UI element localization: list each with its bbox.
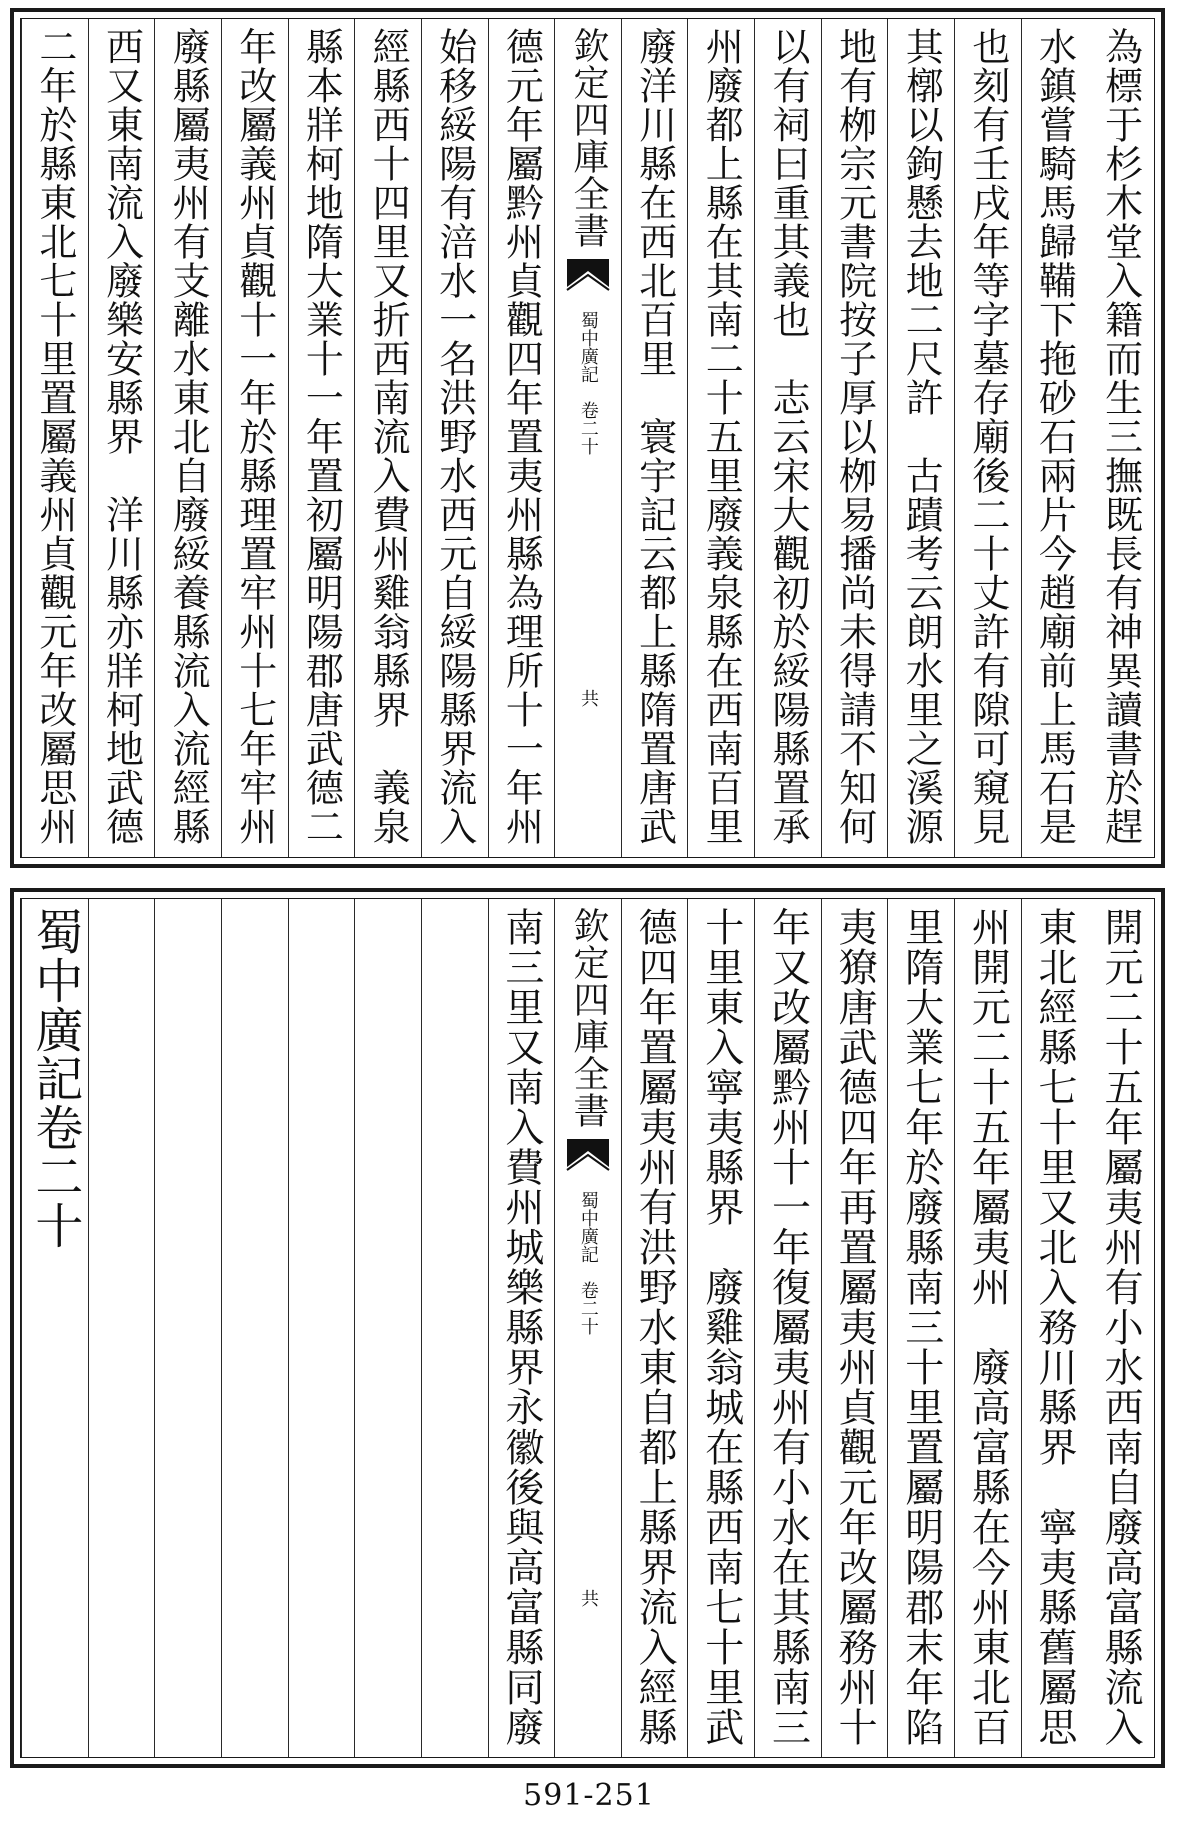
fish-tail-mark-icon bbox=[565, 1137, 611, 1171]
bottom-text-column bbox=[154, 899, 221, 1757]
bottom-text-column bbox=[621, 899, 688, 1757]
top-page bbox=[10, 8, 1165, 868]
page-number: 591-251 bbox=[523, 1778, 655, 1813]
top-text-column bbox=[488, 19, 555, 857]
bottom-text-column bbox=[354, 899, 421, 1757]
bottom-text-column bbox=[887, 899, 954, 1757]
column-text: 水鎮嘗騎馬歸鞴下拖砂石兩片今趙廟前上馬石是 bbox=[1032, 27, 1077, 846]
bottom-text-column bbox=[821, 899, 888, 1757]
bottom-text-column bbox=[288, 899, 355, 1757]
column-text: 州開元二十五年屬夷州 廢高富縣在今州東北百 bbox=[965, 907, 1011, 1747]
column-text: 年又改屬黔州十一年復屬夷州有小水在其縣南三 bbox=[765, 907, 811, 1747]
column-text: 蜀中廣記卷二十 bbox=[26, 907, 83, 1250]
folio-mark: 共 bbox=[578, 1589, 599, 1607]
collection-title: 欽定四庫全書 bbox=[568, 27, 609, 249]
column-text: 為標于杉木堂入籍而生三撫既長有神異讀書於趕 bbox=[1098, 27, 1143, 846]
column-text: 開元二十五年屬夷州有小水西南自廢高富縣流入 bbox=[1098, 907, 1144, 1747]
column-text: 南三里又南入費州城樂縣界永徽後與高富縣同廢 bbox=[498, 907, 544, 1747]
collection-title: 欽定四庫全書 bbox=[568, 907, 609, 1129]
bottom-page-frame bbox=[20, 898, 1155, 1758]
bottom-text-column bbox=[1087, 899, 1154, 1757]
top-page-frame bbox=[20, 18, 1155, 858]
bottom-text-column bbox=[88, 899, 155, 1757]
bottom-text-column bbox=[754, 899, 821, 1757]
top-center-band bbox=[554, 19, 621, 857]
column-text: 十里東入寧夷縣界 廢雞翁城在縣西南七十里武 bbox=[698, 907, 744, 1747]
top-text-column bbox=[288, 19, 355, 857]
top-text-column bbox=[354, 19, 421, 857]
column-text: 也刻有壬戌年等字墓存廟後二十丈許有隙可窺見 bbox=[965, 27, 1010, 846]
top-text-column bbox=[754, 19, 821, 857]
column-text: 廢洋川縣在西北百里 寰宇記云都上縣隋置唐武 bbox=[632, 27, 677, 846]
top-text-column bbox=[154, 19, 221, 857]
top-text-column bbox=[1021, 19, 1088, 857]
top-text-column bbox=[821, 19, 888, 857]
bottom-text-column bbox=[954, 899, 1021, 1757]
bottom-text-column bbox=[421, 899, 488, 1757]
column-text: 西又東南流入廢樂安縣界 洋川縣亦牂柯地武德 bbox=[99, 27, 144, 846]
bottom-center-band bbox=[554, 899, 621, 1757]
top-text-column bbox=[221, 19, 288, 857]
column-text: 縣本牂柯地隋大業十一年置初屬明陽郡唐武德二 bbox=[299, 27, 344, 846]
top-text-column bbox=[687, 19, 754, 857]
book-volume-label: 蜀中廣記 卷二十 bbox=[577, 1191, 599, 1335]
top-text-column bbox=[887, 19, 954, 857]
column-text: 里隋大業七年於廢縣南三十里置屬明陽郡末年陷 bbox=[898, 907, 944, 1747]
top-text-column bbox=[88, 19, 155, 857]
top-text-column bbox=[421, 19, 488, 857]
bottom-text-column bbox=[1021, 899, 1088, 1757]
column-text: 德元年屬黔州貞觀四年置夷州縣為理所十一年州 bbox=[499, 27, 544, 846]
bottom-text-column bbox=[221, 899, 288, 1757]
column-text: 地有栁宗元書院按子厚以栁易播尚未得請不知何 bbox=[832, 27, 877, 846]
column-text: 州廢都上縣在其南二十五里廢義泉縣在西南百里 bbox=[699, 27, 744, 846]
book-volume-label: 蜀中廣記 卷二十 bbox=[577, 311, 599, 455]
column-text: 東北經縣七十里又北入務川縣界 寧夷縣舊屬思 bbox=[1032, 907, 1078, 1747]
column-text: 經縣西十四里又折西南流入費州雞翁縣界 義泉 bbox=[366, 27, 411, 846]
bottom-text-column bbox=[488, 899, 555, 1757]
column-text: 夷獠唐武德四年再置屬夷州貞觀元年改屬務州十 bbox=[832, 907, 878, 1747]
folio-mark: 共 bbox=[578, 689, 599, 707]
column-text: 廢縣屬夷州有支離水東北自廢綏養縣流入流經縣 bbox=[166, 27, 211, 846]
top-text-column bbox=[21, 19, 88, 857]
column-text: 以有祠曰重其義也 志云宋大觀初於綏陽縣置承 bbox=[765, 27, 810, 846]
fish-tail-mark-icon bbox=[565, 257, 611, 291]
top-text-column bbox=[621, 19, 688, 857]
column-text: 其槨以鉤懸去地二尺許 古蹟考云朗水里之溪源 bbox=[899, 27, 944, 846]
top-text-column bbox=[1087, 19, 1154, 857]
column-text: 二年於縣東北七十里置屬義州貞觀元年改屬思州 bbox=[32, 27, 77, 846]
bottom-text-column bbox=[687, 899, 754, 1757]
column-text: 年改屬義州貞觀十一年於縣理置牢州十七年牢州 bbox=[232, 27, 277, 846]
bottom-page bbox=[10, 888, 1165, 1768]
top-text-column bbox=[954, 19, 1021, 857]
column-text: 德四年置屬夷州有洪野水東自都上縣界流入經縣 bbox=[632, 907, 678, 1747]
column-text: 始移綏陽有涪水一名洪野水西元自綏陽縣界流入 bbox=[432, 27, 477, 846]
bottom-text-column bbox=[21, 899, 88, 1757]
